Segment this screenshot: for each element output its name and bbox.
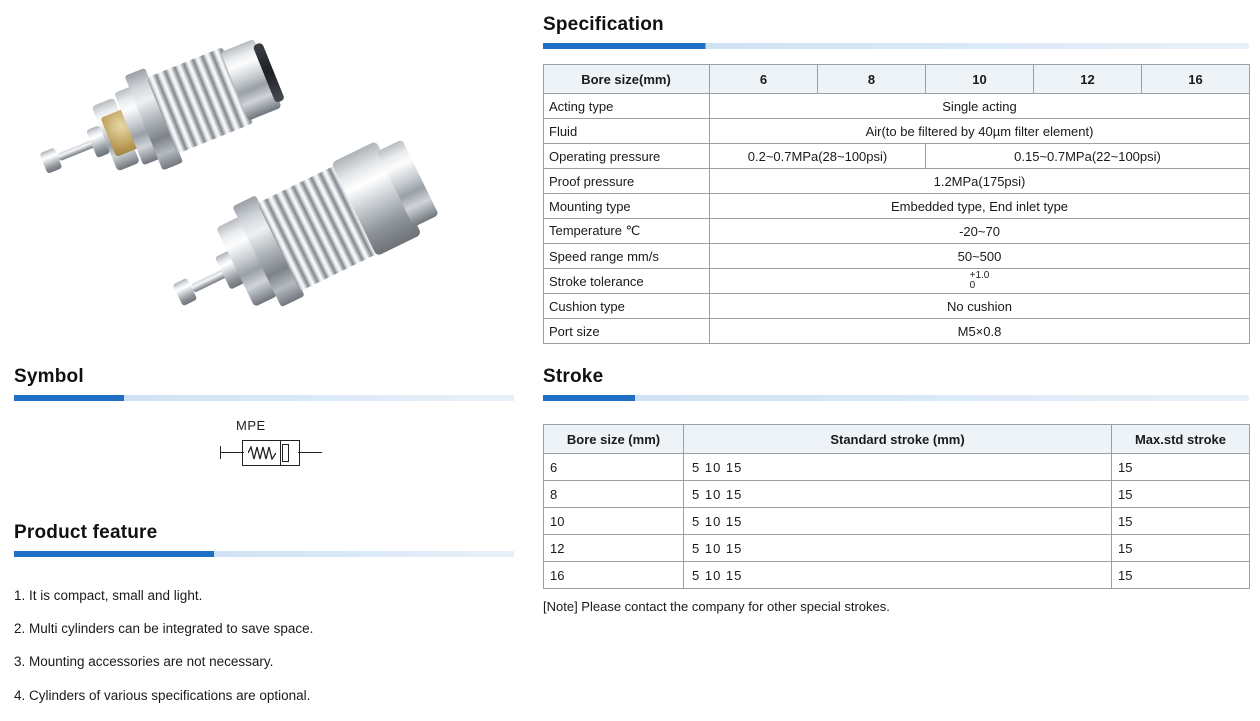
row-label: Fluid (544, 119, 710, 144)
list-item: 4. Cylinders of various specifications are optional. (14, 687, 311, 703)
list-item: 3. Mounting accessories are not necessary. (14, 654, 274, 670)
table-row (544, 244, 1250, 269)
table-row (544, 508, 1250, 535)
row-value: Embedded type, End inlet type (710, 194, 1250, 219)
table-row (544, 535, 1250, 562)
standard-stroke-cell: 5 10 15 (684, 535, 1112, 562)
column-header: Max.std stroke (1112, 425, 1250, 454)
row-label: Proof pressure (544, 169, 710, 194)
product-photo (14, 10, 514, 350)
row-value: 0.2~0.7MPa(28~100psi) (710, 144, 926, 169)
row-value-fraction (710, 269, 1250, 294)
symbol-diagram (214, 418, 334, 478)
table-row (544, 65, 1250, 94)
product-feature-section (14, 522, 514, 557)
row-value: 0.15~0.7MPa(22~100psi) (926, 144, 1250, 169)
tolerance-lower: 0 (969, 280, 976, 291)
symbol-port-tick (220, 446, 221, 459)
column-header: Bore size(mm) (544, 65, 710, 94)
max-stroke-cell: 15 (1112, 508, 1250, 535)
table-row (544, 119, 1250, 144)
stroke-tolerance-fraction (970, 271, 990, 291)
row-value: 1.2MPa(175psi) (710, 169, 1250, 194)
symbol-section (14, 366, 514, 401)
symbol-rod-line (298, 452, 322, 453)
symbol-model-label: MPE (236, 418, 266, 433)
table-row (544, 94, 1250, 119)
row-value: M5×0.8 (710, 319, 1250, 344)
standard-stroke-cell: 5 10 15 (684, 454, 1112, 481)
product-feature-heading-rule (14, 551, 514, 557)
symbol-heading-rule (14, 395, 514, 401)
max-stroke-cell: 15 (1112, 481, 1250, 508)
table-row (544, 269, 1250, 294)
row-value: Air(to be filtered by 40µm filter element) (710, 119, 1250, 144)
row-value: 50~500 (710, 244, 1250, 269)
bore-size-cell: 6 (544, 454, 684, 481)
column-header: 8 (818, 65, 926, 94)
row-label: Acting type (544, 94, 710, 119)
row-value: No cushion (710, 294, 1250, 319)
column-header: 16 (1142, 65, 1250, 94)
symbol-heading: Symbol (14, 366, 84, 387)
max-stroke-cell: 15 (1112, 562, 1250, 589)
stroke-note: [Note] Please contact the company for other special strokes. (543, 599, 890, 614)
row-value: Single acting (710, 94, 1250, 119)
table-row (544, 454, 1250, 481)
specification-heading: Specification (543, 14, 664, 35)
max-stroke-cell: 15 (1112, 454, 1250, 481)
table-row (544, 219, 1250, 244)
max-stroke-cell: 15 (1112, 535, 1250, 562)
symbol-piston (282, 444, 289, 462)
bore-size-cell: 12 (544, 535, 684, 562)
feature-list (14, 588, 514, 721)
table-row (544, 144, 1250, 169)
table-row (544, 319, 1250, 344)
row-label: Temperature ℃ (544, 219, 710, 244)
product-feature-heading: Product feature (14, 522, 158, 543)
row-label: Stroke tolerance (544, 269, 710, 294)
rod-nut (39, 148, 62, 174)
row-label: Port size (544, 319, 710, 344)
specification-heading-rule (543, 43, 1249, 49)
list-item: 1. It is compact, small and light. (14, 588, 203, 603)
stroke-section (543, 366, 1249, 401)
table-row (544, 294, 1250, 319)
standard-stroke-cell: 5 10 15 (684, 508, 1112, 535)
specification-table-wrap (543, 64, 1250, 344)
column-header: 6 (710, 65, 818, 94)
specification-table (543, 64, 1250, 344)
standard-stroke-cell: 5 10 15 (684, 481, 1112, 508)
stroke-heading: Stroke (543, 366, 604, 387)
column-header: 10 (926, 65, 1034, 94)
row-label: Operating pressure (544, 144, 710, 169)
column-header: 12 (1034, 65, 1142, 94)
stroke-table (543, 424, 1250, 589)
row-value: -20~70 (710, 219, 1250, 244)
stroke-heading-rule (543, 395, 1249, 401)
table-row (544, 481, 1250, 508)
stroke-table-wrap (543, 424, 1250, 614)
column-header: Standard stroke (mm) (684, 425, 1112, 454)
tolerance-upper: +1.0 (969, 270, 990, 281)
row-label: Mounting type (544, 194, 710, 219)
specification-section (543, 14, 1249, 49)
list-item: 2. Multi cylinders can be integrated to save space. (14, 621, 314, 637)
symbol-spring-icon (248, 446, 276, 460)
bore-size-cell: 8 (544, 481, 684, 508)
row-label: Cushion type (544, 294, 710, 319)
standard-stroke-cell: 5 10 15 (684, 562, 1112, 589)
column-header: Bore size (mm) (544, 425, 684, 454)
table-row (544, 562, 1250, 589)
bore-size-cell: 16 (544, 562, 684, 589)
bore-size-cell: 10 (544, 508, 684, 535)
table-row (544, 194, 1250, 219)
symbol-port-line-left (220, 452, 244, 453)
table-row (544, 169, 1250, 194)
row-label: Speed range mm/s (544, 244, 710, 269)
table-row (544, 425, 1250, 454)
